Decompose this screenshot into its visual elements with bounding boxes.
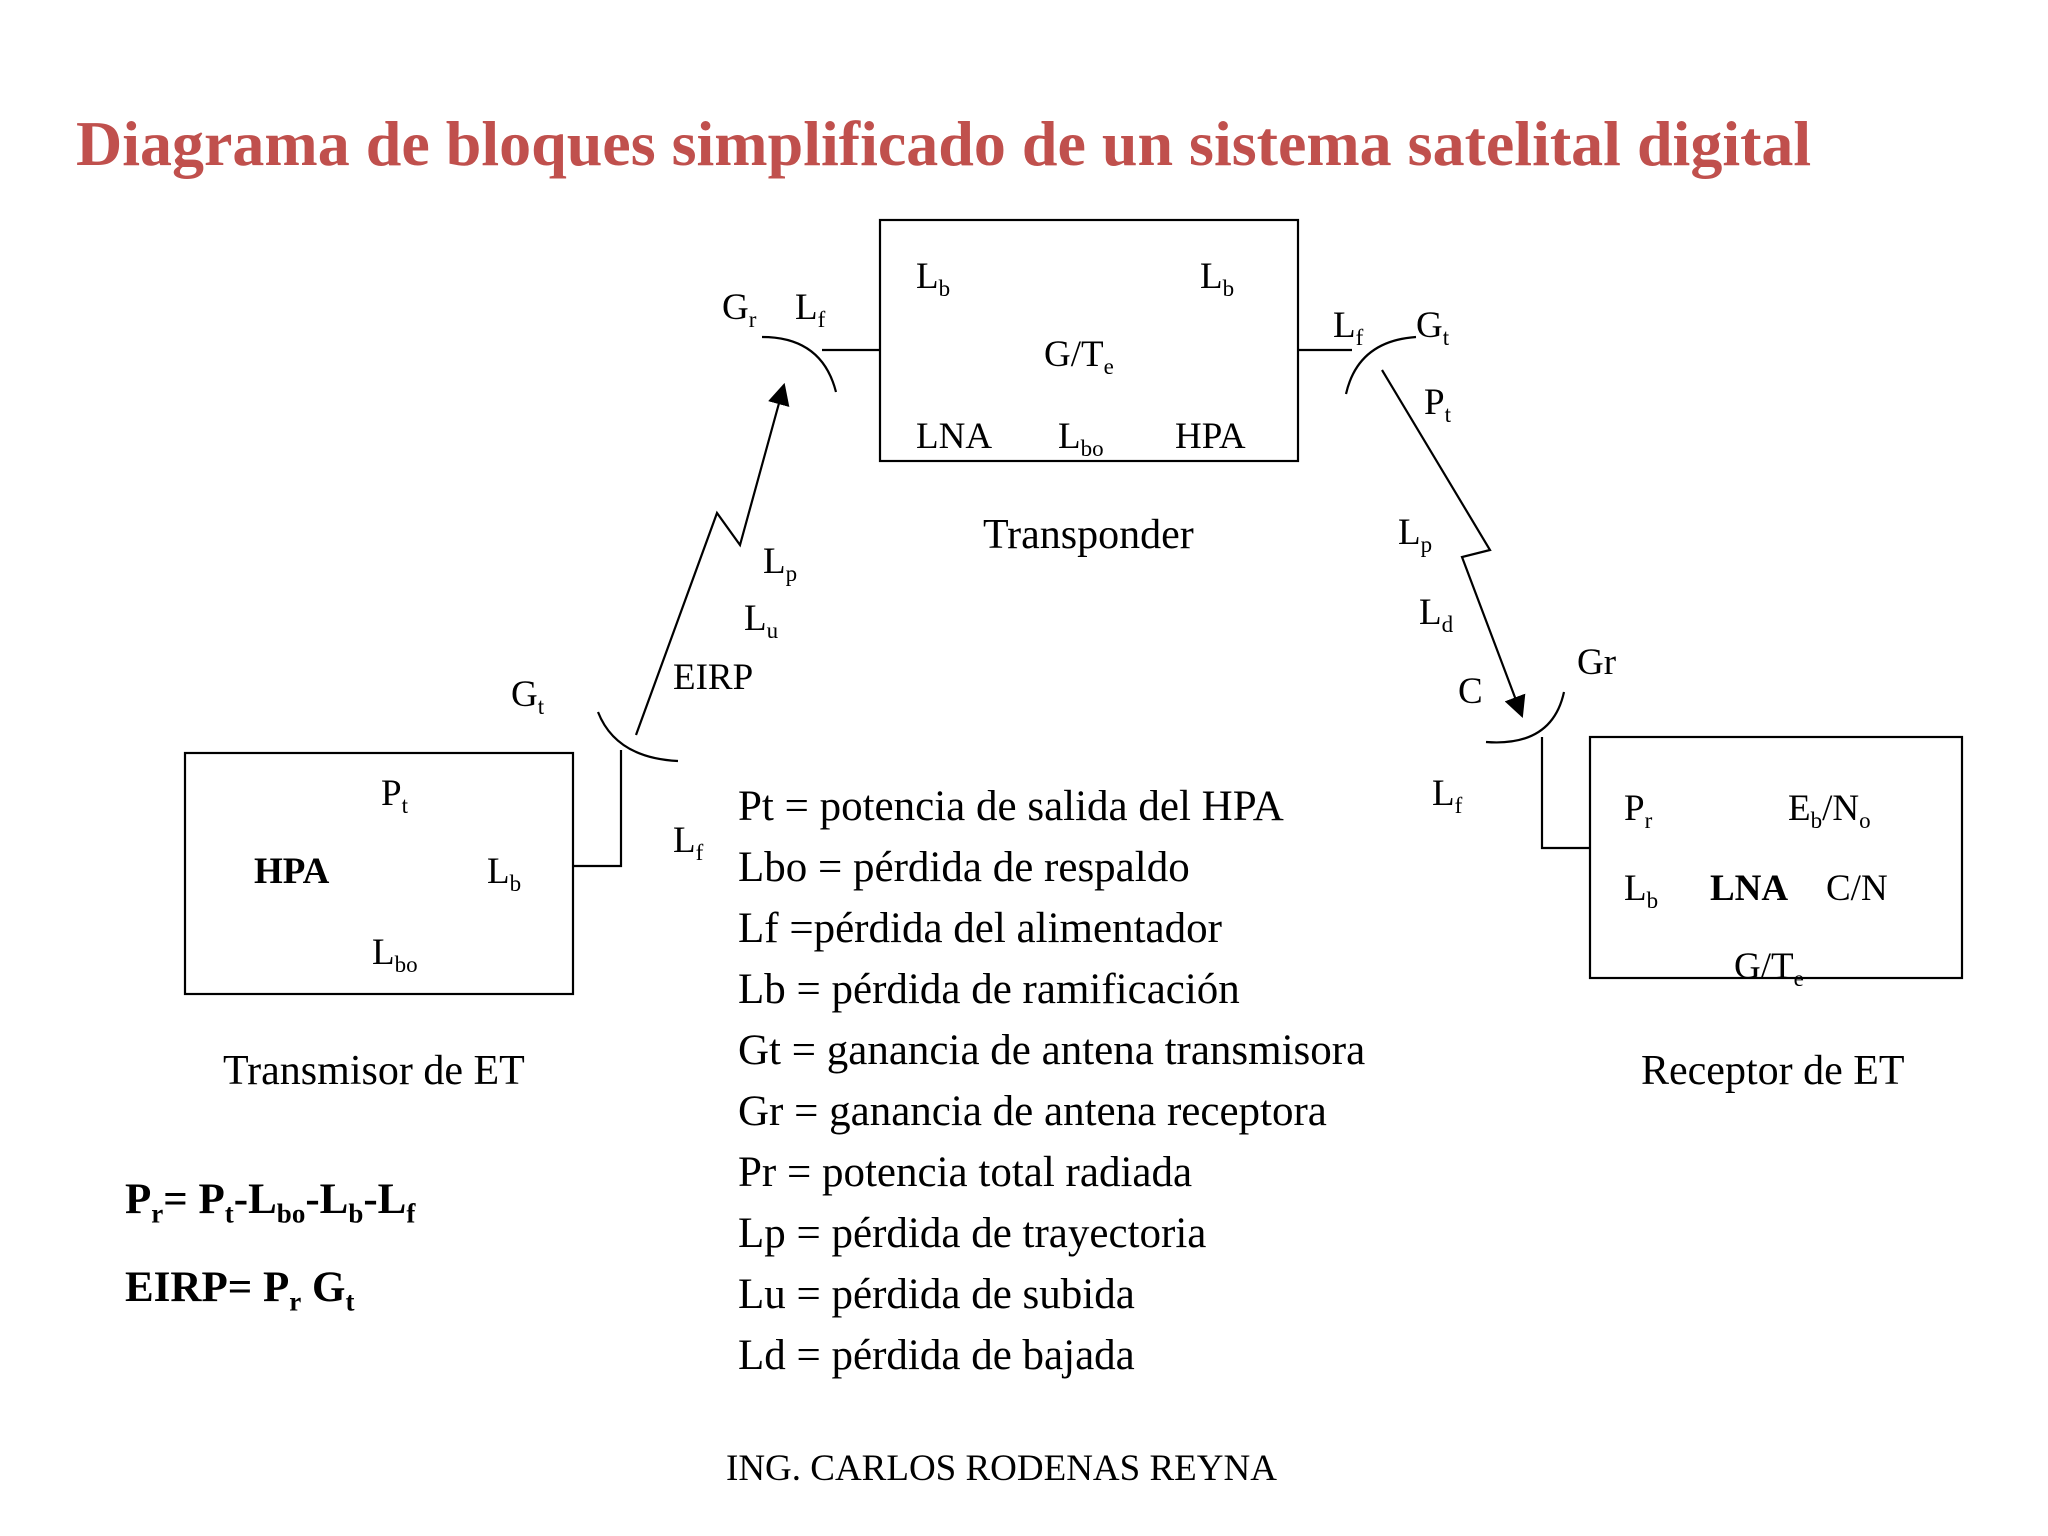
- transponder-lbo-label: $L_{bo}$: [1058, 416, 1104, 462]
- transponder-lb-right-label: $L_b$: [1200, 256, 1235, 302]
- transmitter-lbo-label: $L_{bo}$: [372, 932, 418, 978]
- uplink-lu-label: $L_u$: [744, 598, 779, 644]
- transponder-lna-label: LNA: [916, 416, 993, 457]
- downlink-lp-label: $L_p$: [1398, 512, 1433, 558]
- receiver-pr-label: $P_r$: [1624, 788, 1653, 834]
- downlink-pt-label: $P_t$: [1424, 382, 1451, 428]
- downlink-lf-earth-label: $L_f$: [1432, 773, 1463, 819]
- downlink-gr-label: Gr: [1577, 642, 1617, 683]
- receiver-block: [1590, 737, 1962, 978]
- receiver-ebno-label: $E_b/N_o$: [1788, 788, 1871, 834]
- uplink-gr-label: $G_r$: [722, 287, 757, 333]
- uplink-eirp-label: EIRP: [673, 657, 754, 698]
- transmitter-hpa-label: HPA: [254, 851, 330, 892]
- page-title: Diagrama de bloques simplificado de un sistema satelital digital: [76, 108, 1812, 179]
- earth-rx-dish: [1486, 692, 1564, 742]
- legend-item: Lb = pérdida de ramificación: [738, 966, 1240, 1013]
- downlink-ld-label: $L_d$: [1419, 592, 1454, 638]
- legend-item: Lp = pérdida de trayectoria: [738, 1210, 1207, 1257]
- downlink-c-label: C: [1458, 671, 1483, 712]
- receiver-lb-label: $L_b$: [1624, 868, 1659, 914]
- receiver-lna-label: LNA: [1710, 868, 1789, 909]
- transponder-gte-label: $G/T_e$: [1044, 334, 1114, 380]
- transponder-caption: Transponder: [983, 512, 1194, 558]
- legend-item: Lu = pérdida de subida: [738, 1271, 1135, 1318]
- eirp-formula: EIRP= $P_r$ $G_t$: [125, 1264, 355, 1317]
- satellite-rx-dish: [762, 337, 836, 392]
- receiver-cn-label: C/N: [1826, 868, 1888, 909]
- transponder-lb-left-label: $L_b$: [916, 256, 951, 302]
- legend-item: Gt = ganancia de antena transmisora: [738, 1027, 1366, 1074]
- downlink-lf-sat-label: $L_f$: [1333, 305, 1364, 351]
- legend-item: Lbo = pérdida de respaldo: [738, 844, 1190, 891]
- legend-item: Pr = potencia total radiada: [738, 1149, 1193, 1196]
- transmitter-caption: Transmisor de ET: [223, 1048, 525, 1094]
- author-footer: ING. CARLOS RODENAS REYNA: [726, 1448, 1277, 1489]
- transmitter-lb-label: $L_b$: [487, 851, 522, 897]
- receiver-gte-label: $G/T_e$: [1734, 946, 1804, 992]
- transponder-hpa-label: HPA: [1175, 416, 1246, 457]
- legend-item: Gr = ganancia de antena receptora: [738, 1088, 1327, 1135]
- uplink-lp-label: $L_p$: [763, 541, 798, 587]
- legend-item: Pt = potencia de salida del HPA: [738, 783, 1284, 830]
- transmitter-feed-line: [573, 750, 621, 866]
- uplink-lf-sat-label: $L_f$: [795, 287, 826, 333]
- legend-item: Lf =pérdida del alimentador: [738, 905, 1222, 952]
- receiver-feed-line: [1542, 737, 1590, 848]
- legend-item: Ld = pérdida de bajada: [738, 1332, 1135, 1379]
- legend: [738, 776, 1365, 1386]
- uplink-lf-earth-label: $L_f$: [673, 820, 704, 866]
- receiver-caption: Receptor de ET: [1641, 1048, 1905, 1094]
- transmitter-pt-label: $P_t$: [381, 773, 408, 819]
- pr-formula: $P_r= P_t-L_{bo}-L_b-L_f$: [125, 1176, 416, 1229]
- uplink-gt-label: $G_t$: [511, 674, 545, 720]
- earth-tx-dish: [598, 712, 678, 761]
- downlink-gt-label: $G_t$: [1416, 305, 1450, 351]
